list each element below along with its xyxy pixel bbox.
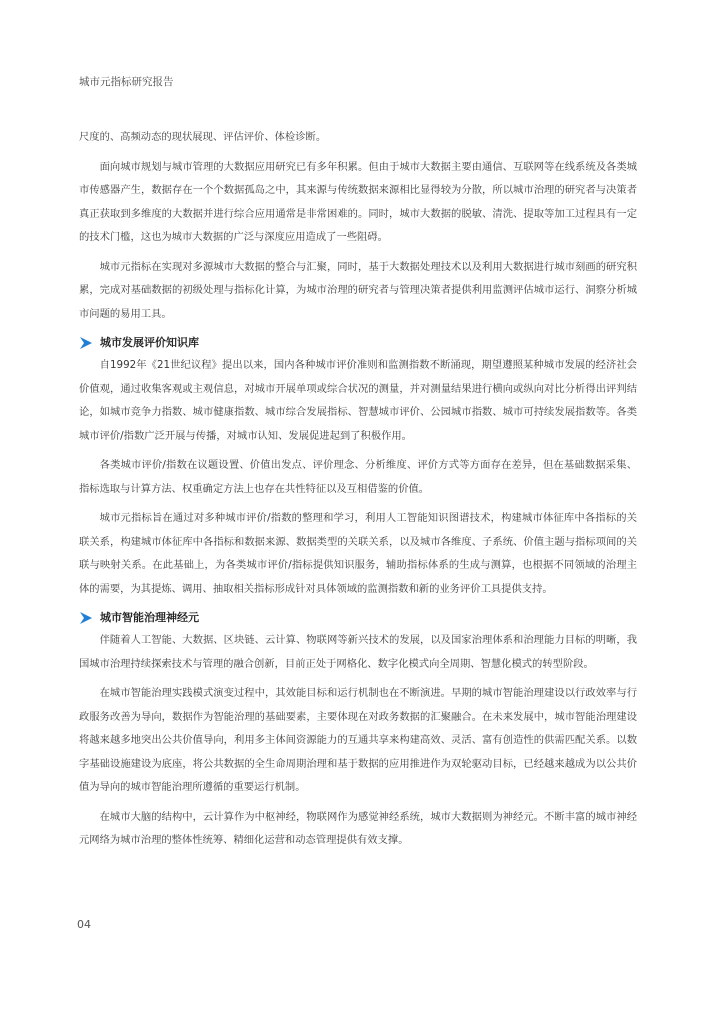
section-heading-knowledge-base	[79, 332, 637, 354]
document-body	[79, 126, 637, 859]
running-header: 城市元指标研究报告	[79, 76, 174, 88]
paragraph: 面向城市规划与城市管理的大数据应用研究已有多年积累。但由于城市大数据主要由通信、互联网等在线系统及各类城市传感器产生，数据存在一个个数据孤岛之中，其来源与传统数据来源相比显得较为分散，所以城市治理的研究者与决策者真正获取到多维度的大数据并进行综合应用通常是非常困难的。同时，城市大数据的脱敏、清洗、提取等加工过程具有一定的技术门槛，这也为城市大数据的广泛与深度应用造成了一些阻碍。	[79, 160, 637, 243]
paragraph: 在城市智能治理实践模式演变过程中，其效能目标和运行机制也在不断演进。早期的城市智能治理建设以行政效率与行政服务改善为导向，数据作为智能治理的基础要素，主要体现在对政务数据的汇聚融合。在未来发展中，城市智能治理建设将越来越多地突出公共价值导向，利用多主体间资源能力的互通共享来构建高效、灵活、富有创造性的供需匹配关系。以数字基础设施建设为底座，将公共数据的全生命周期治理和基于数据的应用推进作为双轮驱动目标，已经越来越成为以公共价值为导向的城市智能治理所遵循的重要运行机制。	[79, 687, 637, 793]
paragraph: 尺度的、高频动态的现状展现、评估评价、体检诊断。	[79, 131, 327, 143]
paragraph: 城市元指标在实现对多源城市大数据的整合与汇聚，同时，基于大数据处理技术以及利用大数据进行城市刻画的研究积累，完成对基础数据的初级处理与指标化计算，为城市治理的研究者与管理决策者提供利用监测评估城市运行、洞察分析城市问题的易用工具。	[79, 260, 637, 320]
arrow-bullet-icon	[80, 337, 92, 349]
paragraph: 各类城市评价/指数在议题设置、价值出发点、评价理念、分析维度、评价方式等方面存在差异，但在基础数据采集、指标选取与计算方法、权重确定方法上也存在共性特征以及互相借鉴的价值。	[79, 459, 637, 495]
paragraph: 城市元指标旨在通过对多种城市评价/指数的整理和学习，利用人工智能知识图谱技术，构建城市体征库中各指标的关联关系，构建城市体征库中各指标和数据来源、数据类型的关联关系，以及城市各维度、子系统、价值主题与指标项间的关联与映射关系。在此基础上，为各类城市评价/指标提供知识服务，辅助指标体系的生成与测算，也根据不同领域的治理主体的需要，为其提炼、调用、抽取相关指标形成针对具体领域的监测指数和新的业务评价工具提供支持。	[79, 512, 637, 595]
paragraph: 伴随着人工智能、大数据、区块链、云计算、物联网等新兴技术的发展，以及国家治理体系和治理能力目标的明晰，我国城市治理持续探索技术与管理的融合创新，目前正处于网格化、数字化模式向全周期、智慧化模式的转型阶段。	[79, 634, 637, 670]
paragraph: 自1992年《21世纪议程》提出以来，国内各种城市评价准则和监测指数不断涌现，期望遵照某种城市发展的经济社会价值观，通过收集客观或主观信息，对城市开展单项或综合状况的测量，并对测量结果进行横向或纵向对比分析得出评判结论，如城市竞争力指数、城市健康指数、城市综合发展指标、智慧城市评价、公园城市指数、城市可持续发展指数等。各类城市评价/指数广泛开展与传播，对城市认知、发展促进起到了积极作用。	[79, 359, 637, 442]
section-title: 城市发展评价知识库	[100, 336, 199, 350]
section-title: 城市智能治理神经元	[100, 611, 199, 625]
arrow-bullet-icon	[80, 612, 92, 624]
section-heading-neuron	[79, 607, 637, 629]
paragraph: 在城市大脑的结构中，云计算作为中枢神经，物联网作为感觉神经系统，城市大数据则为神经元。不断丰富的城市神经元网络为城市治理的整体性统筹、精细化运营和动态管理提供有效支撑。	[79, 810, 637, 846]
page-number: 04	[77, 918, 91, 931]
